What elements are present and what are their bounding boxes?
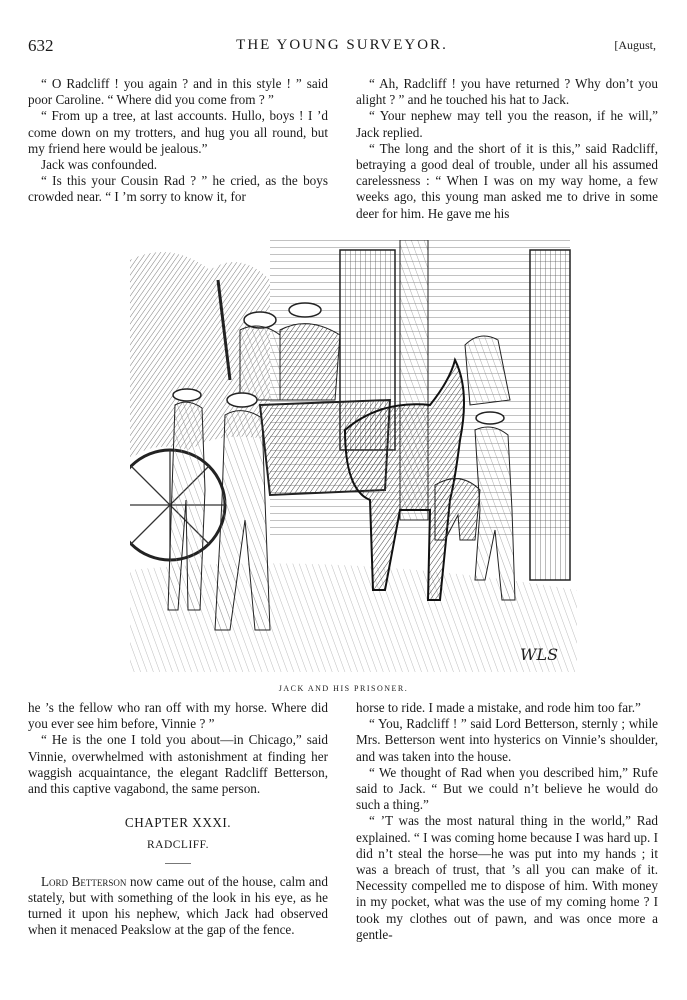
column-top-left (28, 76, 328, 206)
paragraph: “ Your nephew may tell you the reason, if he will,” Jack replied. (356, 108, 658, 140)
engraving-illustration (130, 240, 577, 672)
paragraph: “ He is the one I told you about—in Chicago,” said Vinnie, overwhelmed with astonishment at finding her waggish acquaintance, the elegant Radcliff Betterson, and this captive vagabond, the same person. (28, 732, 328, 797)
paragraph: “ We thought of Rad when you described him,” Rufe said to Jack. “ But we could n’t believe he would do such a thing.” (356, 764, 658, 813)
paragraph: “ O Radcliff ! you again ? and in this style ! ” said poor Caroline. “ Where did you come from ? ” (28, 76, 328, 108)
paragraph-text: now came out of the house, calm and stately, but with something of the look in his eye, as he turned it upon his nephew, which Jack had observed when it menaced Peakslow at the gap of the fence. (28, 873, 328, 938)
figure-head (289, 303, 321, 317)
column-top-right (356, 76, 658, 222)
paragraph: “ From up a tree, at last accounts. Hullo, boys ! I ’d come down on my trotters, and hug you all round, but my friend here would be jealous.” (28, 108, 328, 156)
porch-column (530, 250, 570, 580)
paragraph: he ’s the fellow who ran off with my horse. Where did you ever see him before, Vinnie ? ” (28, 700, 328, 732)
paragraph: “ Is this your Cousin Rad ? ” he cried, as the boys crowded near. “ I ’m sorry to know it, for (28, 173, 328, 205)
paragraph: “ Ah, Radcliff ! you have returned ? Why don’t you alight ? ” and he touched his hat to Jack. (356, 76, 658, 108)
paragraph: “ You, Radcliff ! ” said Lord Betterson, sternly ; while Mrs. Betterson went into hysterics on Vinnie’s shoulder, and was taken into the house. (356, 716, 658, 764)
paragraph: “ ’T was the most natural thing in the world,” Rad explained. “ I was coming home because I was hard up. I did n’t steal the horse—he was put into my hands ; it was a breach of trust, that ’s all you can make of it. Necessity compelled me to dispose of him. With money in my pocket, what was the use of my coming home ? I took my clothes out of pawn, and was once more a gentle- (356, 813, 658, 942)
page-header (28, 36, 656, 60)
lead-in-small-caps: Lord Betterson (41, 873, 127, 889)
running-title: THE YOUNG SURVEYOR. (236, 37, 448, 53)
figure-head (244, 312, 276, 328)
chapter-title: RADCLIFF. (146, 839, 210, 852)
page-number: 632 (28, 36, 54, 55)
divider (165, 863, 191, 864)
chapter-heading: CHAPTER XXXI. (124, 815, 232, 831)
column-bottom-right (356, 700, 658, 943)
column-bottom-left (28, 700, 328, 938)
paragraph (28, 874, 328, 939)
illustration-caption: JACK AND HIS PRISONER. (278, 684, 409, 693)
running-month: [August, (614, 38, 656, 52)
figure-seated (280, 324, 340, 400)
artist-signature: WLS (520, 645, 559, 664)
figure-seated (240, 326, 280, 400)
paragraph: Jack was confounded. (41, 157, 158, 173)
paragraph: “ The long and the short of it is this,” said Radcliff, betraying a good deal of trouble, under all his assumed carelessness : “ When I was on my way home, a few weeks ago, this young man asked me to drive in some deer for him. He gave me his (356, 140, 658, 221)
paragraph: horse to ride. I made a mistake, and rode him too far.” (356, 700, 641, 715)
